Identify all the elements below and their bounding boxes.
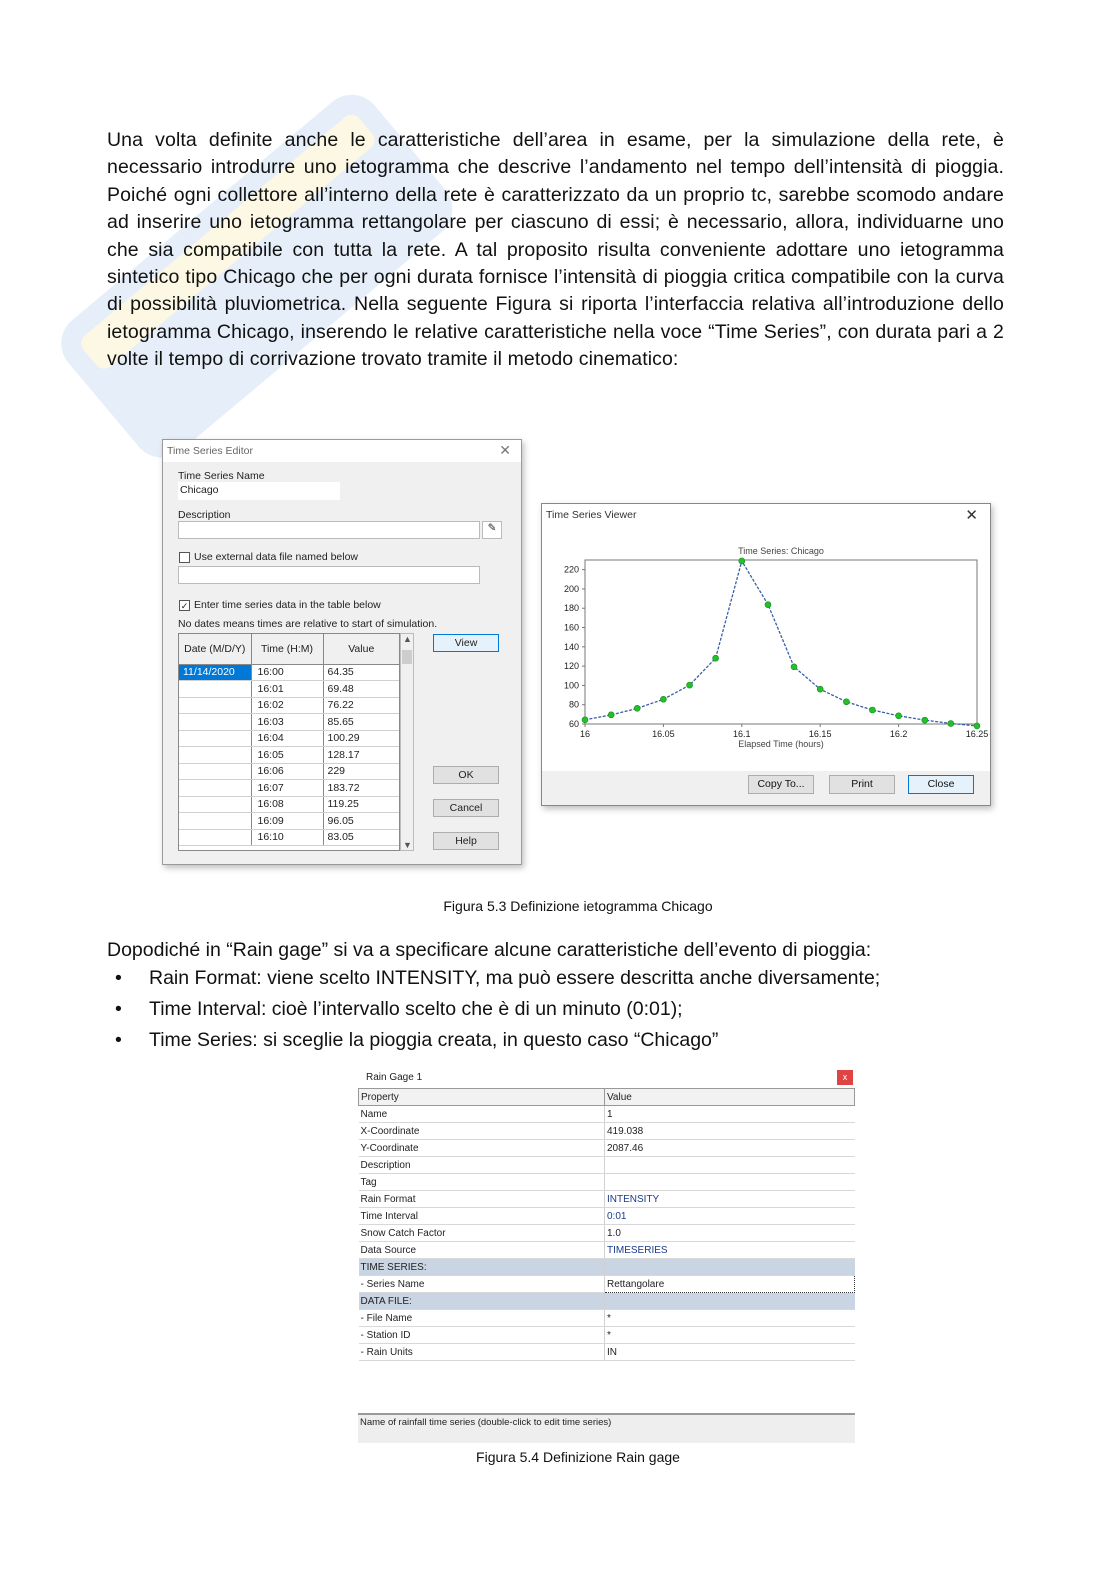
chart-title: Time Series: Chicago: [738, 546, 824, 556]
description-label: Description: [178, 509, 231, 521]
x-axis-label: Elapsed Time (hours): [738, 739, 824, 749]
data-point: [791, 664, 797, 670]
data-point: [869, 707, 875, 713]
property-cell: Name: [359, 1106, 605, 1123]
value-cell[interactable]: 96.05: [323, 813, 399, 830]
editor-title: Time Series Editor: [167, 445, 253, 457]
table-row[interactable]: [179, 796, 399, 813]
value-cell[interactable]: 229: [323, 763, 399, 780]
value-cell[interactable]: 100.29: [323, 730, 399, 747]
time-cell[interactable]: 16:10: [251, 829, 323, 846]
y-tick-label: 220: [563, 564, 579, 575]
scroll-down-icon[interactable]: ▼: [403, 840, 412, 850]
external-file-label: Use external data file named below: [194, 551, 359, 563]
date-cell[interactable]: [179, 730, 251, 747]
print-button[interactable]: Print: [829, 775, 895, 794]
time-cell[interactable]: 16:07: [251, 780, 323, 797]
value-cell[interactable]: 83.05: [323, 829, 399, 846]
time-cell[interactable]: 16:08: [251, 796, 323, 813]
property-table: [358, 1088, 855, 1361]
x-tick-label: 16: [579, 729, 591, 739]
table-row[interactable]: [179, 697, 399, 714]
data-point: [922, 717, 928, 723]
time-series-editor-dialog: [162, 439, 522, 865]
property-cell: DATA FILE:: [359, 1293, 605, 1310]
time-cell[interactable]: 16:04: [251, 730, 323, 747]
table-row[interactable]: [359, 1174, 855, 1191]
external-file-checkbox[interactable]: [179, 552, 190, 563]
external-file-input[interactable]: [178, 566, 480, 584]
enter-data-label: Enter time series data in the table below: [194, 599, 381, 611]
value-cell[interactable]: 128.17: [323, 747, 399, 764]
value-header: Value: [605, 1089, 855, 1106]
time-cell[interactable]: 16:05: [251, 747, 323, 764]
value-cell[interactable]: 64.35: [323, 664, 399, 681]
y-tick-label: 120: [563, 661, 579, 672]
enter-data-checkbox[interactable]: ✓: [180, 601, 189, 611]
close-icon[interactable]: ✕: [499, 442, 511, 458]
table-row[interactable]: [179, 664, 399, 681]
table-row[interactable]: [179, 714, 399, 731]
time-cell[interactable]: 16:09: [251, 813, 323, 830]
value-cell[interactable]: 85.65: [323, 714, 399, 731]
value-cell[interactable]: *: [605, 1310, 855, 1327]
time-cell[interactable]: 16:02: [251, 697, 323, 714]
y-tick-label: 160: [563, 622, 579, 633]
date-cell[interactable]: [179, 714, 251, 731]
rain-gage-title: Rain Gage 1: [366, 1072, 423, 1083]
data-point: [582, 717, 588, 723]
view-button[interactable]: View: [433, 634, 499, 652]
property-cell: X-Coordinate: [359, 1123, 605, 1140]
y-tick-label: 100: [563, 680, 579, 691]
value-cell[interactable]: 119.25: [323, 796, 399, 813]
table-row[interactable]: [359, 1327, 855, 1344]
close-icon[interactable]: ✕: [965, 507, 978, 524]
date-cell[interactable]: [179, 813, 251, 830]
value-cell[interactable]: 183.72: [323, 780, 399, 797]
x-tick-label: 16.15: [808, 729, 832, 739]
data-point: [948, 721, 954, 727]
data-point: [843, 699, 849, 705]
value-cell[interactable]: INTENSITY: [605, 1191, 855, 1208]
copy-to-button[interactable]: Copy To...: [748, 775, 814, 794]
table-row[interactable]: [359, 1123, 855, 1140]
status-bar: Name of rainfall time series (double-click to edit time series): [358, 1413, 855, 1443]
property-cell: Description: [359, 1157, 605, 1174]
x-tick-label: 16.05: [652, 729, 675, 739]
edit-icon[interactable]: ✎: [482, 521, 502, 539]
plot-area: [585, 560, 977, 724]
date-cell[interactable]: [179, 747, 251, 764]
close-button[interactable]: Close: [908, 775, 974, 794]
value-cell[interactable]: 2087.46: [605, 1140, 855, 1157]
value-cell[interactable]: [605, 1293, 855, 1310]
property-cell: TIME SERIES:: [359, 1259, 605, 1276]
x-tick-label: 16.25: [965, 729, 989, 739]
name-label: Time Series Name: [178, 470, 265, 482]
table-row[interactable]: [179, 813, 399, 830]
value-cell[interactable]: 0:01: [605, 1208, 855, 1225]
ok-button[interactable]: OK: [433, 766, 499, 784]
value-cell[interactable]: TIMESERIES: [605, 1242, 855, 1259]
close-icon[interactable]: x: [837, 1070, 853, 1085]
y-tick-label: 140: [563, 641, 579, 652]
x-tick-label: 16.2: [889, 729, 908, 739]
bullet-icon: •: [115, 998, 122, 1020]
figure-caption-5-3: Figura 5.3 Definizione ietogramma Chicago: [443, 898, 713, 914]
property-cell: - Station ID: [359, 1327, 605, 1344]
table-row[interactable]: [179, 681, 399, 698]
value-cell[interactable]: 69.48: [323, 681, 399, 698]
value-cell[interactable]: 1.0: [605, 1225, 855, 1242]
property-cell: - Rain Units: [359, 1344, 605, 1361]
date-cell[interactable]: [179, 697, 251, 714]
data-point: [896, 713, 902, 719]
time-cell[interactable]: 16:06: [251, 763, 323, 780]
help-button[interactable]: Help: [433, 832, 499, 850]
table-row[interactable]: [359, 1276, 855, 1293]
bullet-icon: •: [115, 1029, 122, 1051]
time-cell[interactable]: 16:01: [251, 681, 323, 698]
y-tick-label: 180: [563, 603, 579, 614]
property-cell: - Series Name: [359, 1276, 605, 1293]
date-cell[interactable]: [179, 763, 251, 780]
property-header: Property: [359, 1089, 605, 1106]
list-item: • Rain Format: viene scelto INTENSITY, ma può essere descritta anche diversamente;: [107, 965, 880, 996]
table-row[interactable]: [179, 780, 399, 797]
relative-times-note: No dates means times are relative to start of simulation.: [178, 618, 438, 630]
date-cell[interactable]: [179, 829, 251, 846]
data-point: [687, 682, 693, 688]
property-cell: Tag: [359, 1174, 605, 1191]
intro-paragraph: Una volta definite anche le caratteristiche dell’area in esame, per la simulazione della rete, è necessario introdurre uno ietogramma che descrive l’andamento nel tempo dell’intensità di pioggia. Poiché ogni collettore all’interno della rete è caratterizzato da un proprio tc, sarebbe scomodo andare ad inserire uno ietogramma rettangolare per ciascuno di essi; è necessario, allora, individuarne uno che sia compatibile con tutta la rete. A tal proposito risulta conveniente adottare uno ietogramma sintetico tipo Chicago che per ogni durata fornisce l’intensità di pioggia critica compatibile con la curva di possibilità pluviometrica. Nella seguente Figura si riporta l’interfaccia relativa all’introduzione dello ietogramma Chicago, inserendo le relative caratteristiche nella voce “Time Series”, con durata pari a 2 volte il tempo di corrivazione trovato tramite il metodo cinematico:: [107, 129, 1004, 371]
data-point: [634, 705, 640, 711]
time-series-viewer-dialog: [541, 503, 991, 806]
time-series-chart: [542, 526, 990, 771]
bullet-icon: •: [115, 967, 122, 989]
time-cell[interactable]: 16:00: [251, 664, 323, 681]
table-row[interactable]: [359, 1344, 855, 1361]
y-tick-label: 80: [568, 699, 579, 710]
value-cell[interactable]: 76.22: [323, 697, 399, 714]
data-point: [765, 602, 771, 608]
property-cell: Rain Format: [359, 1191, 605, 1208]
value-cell[interactable]: 1: [605, 1106, 855, 1123]
value-cell[interactable]: [605, 1174, 855, 1191]
data-point: [608, 712, 614, 718]
scroll-up-icon[interactable]: ▲: [403, 634, 412, 644]
value-cell[interactable]: 419.038: [605, 1123, 855, 1140]
time-cell[interactable]: 16:03: [251, 714, 323, 731]
col-date-header: Date (M/D/Y): [179, 634, 251, 664]
table-row[interactable]: [179, 829, 399, 846]
name-input[interactable]: Chicago: [178, 482, 340, 500]
table-row[interactable]: [359, 1242, 855, 1259]
table-row[interactable]: [359, 1106, 855, 1123]
date-cell[interactable]: [179, 796, 251, 813]
cancel-button[interactable]: Cancel: [433, 799, 499, 817]
x-tick-label: 16.1: [733, 729, 751, 739]
figure-caption-5-4: Figura 5.4 Definizione Rain gage: [476, 1449, 680, 1465]
list-item: • Time Series: si sceglie la pioggia creata, in questo caso “Chicago”: [107, 1027, 880, 1058]
table-row[interactable]: [359, 1225, 855, 1242]
property-cell: Data Source: [359, 1242, 605, 1259]
value-cell[interactable]: IN: [605, 1344, 855, 1361]
data-point: [817, 686, 823, 692]
scroll-thumb[interactable]: [402, 650, 412, 664]
table-row[interactable]: [359, 1140, 855, 1157]
rain-gage-paragraph: Dopodiché in “Rain gage” si va a specificare alcune caratteristiche dell’evento di pioggia:: [107, 939, 872, 961]
table-row[interactable]: [359, 1191, 855, 1208]
value-cell[interactable]: [605, 1157, 855, 1174]
value-cell[interactable]: *: [605, 1327, 855, 1344]
y-tick-label: 200: [563, 583, 579, 594]
property-cell: Snow Catch Factor: [359, 1225, 605, 1242]
viewer-title: Time Series Viewer: [546, 509, 637, 521]
table-row[interactable]: [359, 1259, 855, 1276]
y-tick-label: 60: [568, 719, 579, 729]
table-row[interactable]: [359, 1310, 855, 1327]
rain-gage-panel: [358, 1068, 855, 1443]
date-cell[interactable]: 11/14/2020: [179, 664, 251, 681]
property-cell: - File Name: [359, 1310, 605, 1327]
table-row[interactable]: [359, 1293, 855, 1310]
data-point: [739, 558, 745, 564]
value-cell[interactable]: Rettangolare: [605, 1276, 855, 1293]
col-time-header: Time (H:M): [251, 634, 323, 664]
table-row[interactable]: [359, 1208, 855, 1225]
table-scrollbar[interactable]: [400, 633, 414, 851]
date-cell[interactable]: [179, 780, 251, 797]
table-row[interactable]: [179, 730, 399, 747]
description-input[interactable]: [178, 521, 480, 539]
bullet-list: [107, 965, 880, 1058]
value-cell[interactable]: [605, 1259, 855, 1276]
editor-titlebar: [163, 440, 521, 462]
viewer-titlebar: [542, 504, 990, 526]
col-value-header: Value: [323, 634, 399, 664]
rain-gage-titlebar: [358, 1068, 855, 1088]
table-row[interactable]: [179, 747, 399, 764]
table-row[interactable]: [359, 1157, 855, 1174]
date-cell[interactable]: [179, 681, 251, 698]
data-point: [974, 723, 980, 729]
time-series-table: [178, 633, 400, 851]
data-point: [660, 696, 666, 702]
property-cell: Y-Coordinate: [359, 1140, 605, 1157]
property-cell: Time Interval: [359, 1208, 605, 1225]
data-point: [713, 655, 719, 661]
list-item: • Time Interval: cioè l’intervallo scelto che è di un minuto (0:01);: [107, 996, 880, 1027]
table-row[interactable]: [179, 763, 399, 780]
